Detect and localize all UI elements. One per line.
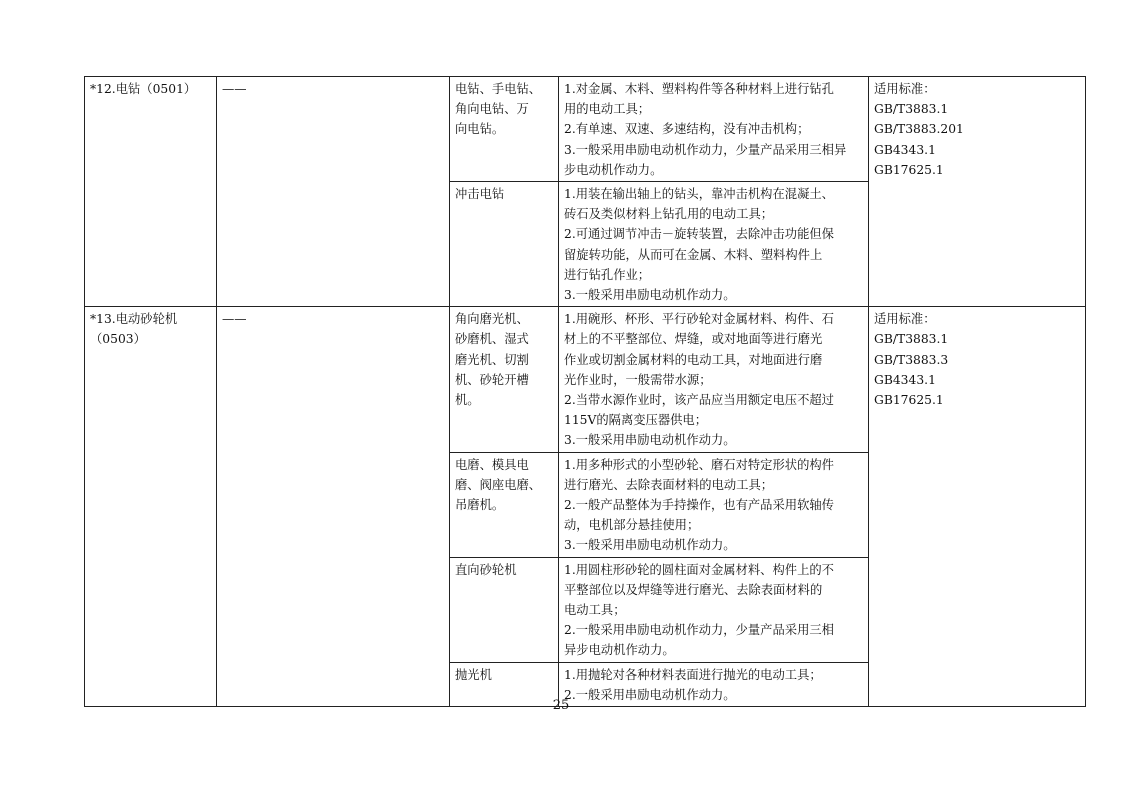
cell-text-line: 115V的隔离变压器供电；	[564, 413, 708, 428]
cell-text-line: GB4343.1	[874, 142, 936, 157]
cell-text-line: 平整部位以及焊缝等进行磨光、去除表面材料的	[564, 582, 823, 597]
cell-text-line: 材上的不平整部位、焊缝，或对地面等进行磨光	[564, 332, 823, 347]
cell-text-line: 2.当带水源作业时，该产品应当用额定电压不超过	[564, 393, 834, 408]
table-row	[85, 77, 1086, 182]
cell-text-line: 2.一般产品整体为手持操作，也有产品采用软轴传	[564, 498, 834, 513]
cell-text-line: 角向电钻、万	[455, 102, 529, 117]
product-name-cell	[450, 557, 559, 662]
cell-text-line: 3.一般采用串励电动机作动力。	[564, 433, 736, 448]
standards-cell	[869, 77, 1086, 307]
cell-text-line: 2.可通过调节冲击－旋转装置，去除冲击功能但保	[564, 227, 834, 242]
cell-text-line: 作业或切割金属材料的电动工具，对地面进行磨	[564, 352, 823, 367]
cell-text-line: 1.用装在输出轴上的钻头，靠冲击机构在混凝土、	[564, 187, 834, 202]
product-description-cell	[559, 182, 869, 307]
table-row	[85, 307, 1086, 452]
product-name-cell	[450, 452, 559, 557]
cell-text-line: GB/T3883.201	[874, 122, 964, 137]
cell-text-line: 砂磨机、湿式	[455, 332, 529, 347]
cell-text-line: GB/T3883.1	[874, 102, 949, 117]
cell-text-line: 进行磨光、去除表面材料的电动工具；	[564, 477, 774, 492]
cell-text-line: ——	[222, 312, 247, 327]
cell-text-line: 光作业时，一般需带水源；	[564, 372, 712, 387]
cell-text-line: 3.一般采用串励电动机作动力。	[564, 538, 736, 553]
cell-text-line: 2.一般采用串励电动机作动力。	[564, 687, 736, 702]
product-name-cell	[450, 182, 559, 307]
cell-text-line: 3.一般采用串励电动机作动力，少量产品采用三相异	[564, 142, 847, 157]
code-cell	[217, 307, 450, 707]
cell-text-line: 2.一般采用串励电动机作动力，少量产品采用三相	[564, 623, 834, 638]
cell-text-line: GB/T3883.3	[874, 352, 949, 367]
cell-text-line: 机。	[455, 393, 480, 408]
cell-text-line: 电磨、模具电	[455, 457, 529, 472]
cell-text-line: 1.用多种形式的小型砂轮、磨石对特定形状的构件	[564, 457, 834, 472]
product-name-cell	[450, 77, 559, 182]
cell-text-line: 1.用圆柱形砂轮的圆柱面对金属材料、构件上的不	[564, 562, 834, 577]
cell-text-line: 砖石及类似材料上钻孔用的电动工具；	[564, 207, 774, 222]
cell-text-line: 进行钻孔作业；	[564, 267, 651, 282]
product-description-cell	[559, 307, 869, 452]
code-cell	[217, 77, 450, 307]
cell-text-line: （0503）	[90, 332, 146, 347]
cell-text-line: 直向砂轮机	[455, 562, 517, 577]
product-description-cell	[559, 77, 869, 182]
category-cell	[85, 307, 217, 707]
standards-cell	[869, 307, 1086, 707]
cell-text-line: *12.电钻（0501）	[90, 82, 197, 96]
cell-text-line: 冲击电钻	[455, 187, 505, 202]
cell-text-line: *13.电动砂轮机	[90, 312, 178, 327]
cell-text-line: GB4343.1	[874, 372, 936, 387]
cell-text-line: 3.一般采用串励电动机作动力。	[564, 288, 736, 303]
product-description-cell	[559, 452, 869, 557]
cell-text-line: 磨、阀座电磨、	[455, 477, 542, 492]
cell-text-line: 适用标准：	[874, 82, 936, 96]
cell-text-line: 电钻、手电钻、	[455, 82, 542, 96]
cell-text-line: 磨光机、切割	[455, 352, 529, 367]
product-name-cell	[450, 307, 559, 452]
cell-text-line: 步电动机作动力。	[564, 162, 663, 177]
cell-text-line: GB17625.1	[874, 393, 944, 408]
category-cell	[85, 77, 217, 307]
cell-text-line: 角向磨光机、	[455, 312, 529, 327]
cell-text-line: 2.有单速、双速、多速结构，没有冲击机构；	[564, 122, 810, 137]
cell-text-line: 1.用碗形、杯形、平行砂轮对金属材料、构件、石	[564, 312, 834, 327]
cell-text-line: 适用标准：	[874, 312, 936, 327]
cell-text-line: GB/T3883.1	[874, 332, 949, 347]
product-description-cell	[559, 557, 869, 662]
product-standards-table	[84, 76, 1086, 707]
cell-text-line: 动，电机部分悬挂使用；	[564, 518, 700, 533]
cell-text-line: 用的电动工具；	[564, 102, 651, 117]
cell-text-line: 电动工具；	[564, 603, 626, 618]
cell-text-line: 1.用抛轮对各种材料表面进行抛光的电动工具；	[564, 667, 822, 682]
cell-text-line: 机、砂轮开槽	[455, 372, 529, 387]
cell-text-line: 向电钻。	[455, 122, 505, 137]
cell-text-line: 留旋转功能，从而可在金属、木料、塑料构件上	[564, 247, 823, 262]
cell-text-line: ——	[222, 82, 247, 96]
cell-text-line: 吊磨机。	[455, 498, 505, 513]
cell-text-line: 抛光机	[455, 667, 492, 682]
cell-text-line: 异步电动机作动力。	[564, 643, 675, 658]
cell-text-line: 1.对金属、木料、塑料构件等各种材料上进行钻孔	[564, 82, 834, 96]
cell-text-line: GB17625.1	[874, 162, 944, 177]
page-number: 25	[552, 698, 570, 713]
